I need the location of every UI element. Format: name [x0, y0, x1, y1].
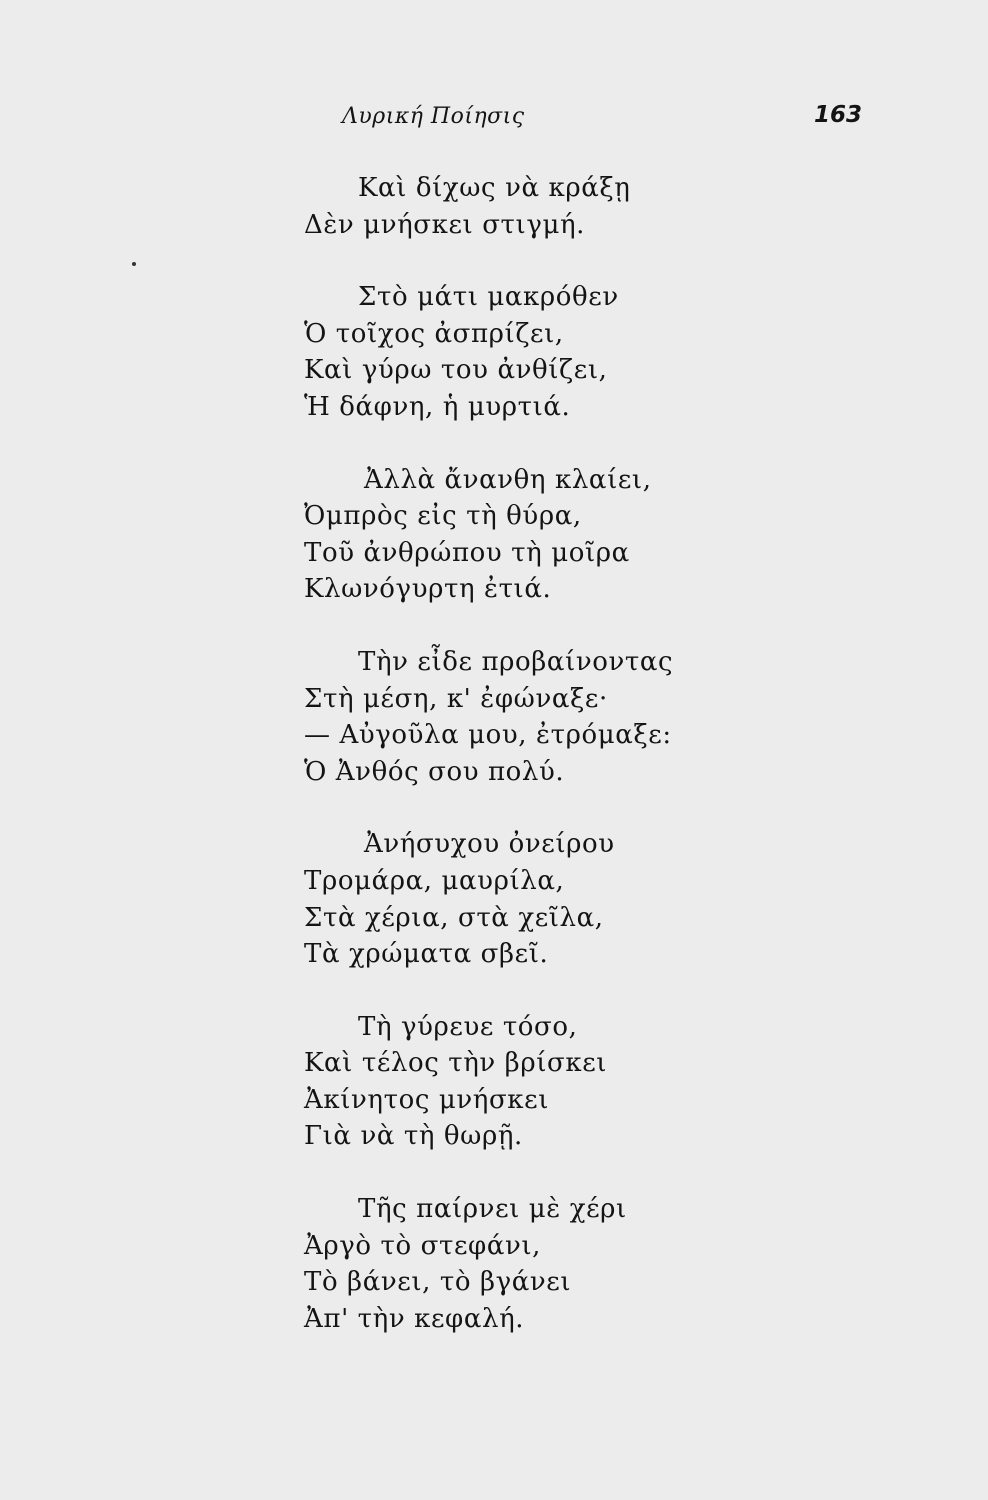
stanza-1: [304, 170, 724, 243]
stanza-2: [304, 279, 724, 425]
verse-line: Στὸ μάτι μακρόθεν: [358, 282, 619, 313]
stanza-4: [304, 644, 724, 790]
stanza-5: [304, 826, 724, 972]
verse-line: Τὴν εἶδε προβαίνοντας: [358, 646, 674, 677]
verse-line: Καὶ δίχως νὰ κράξῃ: [358, 173, 631, 203]
verse-line: Ὁ τοῖχος ἀσπρίζει,: [304, 318, 564, 349]
verse-line: Τῆς παίρνει μὲ χέρι: [358, 1194, 627, 1225]
page-number: 163: [814, 102, 863, 128]
stanza-3: [304, 462, 724, 608]
verse-line: Τοῦ ἀνθρώπου τὴ μοῖρα: [304, 537, 630, 568]
verse-line: Τὰ χρώματα σβεῖ.: [304, 939, 549, 970]
poem: [304, 170, 724, 1373]
verse-line: Καὶ τέλος τὴν βρίσκει: [304, 1048, 608, 1079]
verse-line: Ἡ δάφνη, ἡ μυρτιά.: [304, 391, 571, 422]
print-speck: [132, 262, 136, 266]
verse-line: Κλωνόγυρτη ἐτιά.: [304, 574, 552, 605]
verse-line: Τὸ βάνει, τὸ βγάνει: [304, 1267, 572, 1298]
verse-line: Δὲν μνήσκει στιγμή.: [304, 209, 586, 240]
verse-line: Γιὰ νὰ τὴ θωρῇ.: [304, 1121, 523, 1152]
verse-line: Καὶ γύρω του ἀνθίζει,: [304, 355, 608, 386]
stanza-7: [304, 1191, 724, 1337]
verse-line: Τρομάρα, μαυρίλα,: [304, 865, 565, 896]
verse-line: Ἀνήσυχου ὀνείρου: [364, 829, 615, 860]
verse-line: Στὰ χέρια, στὰ χεῖλα,: [304, 902, 604, 933]
verse-line: Ἀργὸ τὸ στεφάνι,: [304, 1230, 542, 1261]
verse-line: — Αὐγοῦλα μου, ἐτρόμαξε:: [304, 720, 672, 751]
running-title: Λυρική Ποίησις: [342, 104, 525, 129]
verse-line: Ἀπ' τὴν κεφαλή.: [304, 1303, 525, 1334]
verse-line: Τὴ γύρευε τόσο,: [358, 1011, 578, 1042]
verse-line: Ἀλλὰ ἄνανθη κλαίει,: [364, 464, 652, 495]
verse-line: Ὀμπρὸς εἰς τὴ θύρα,: [304, 501, 582, 532]
verse-line: Στὴ μέση, κ' ἐφώναξε·: [304, 683, 608, 714]
verse-line: Ὁ Ἀνθός σου πολύ.: [304, 756, 565, 787]
stanza-6: [304, 1009, 724, 1155]
verse-line: Ἀκίνητος μνήσκει: [304, 1084, 550, 1115]
